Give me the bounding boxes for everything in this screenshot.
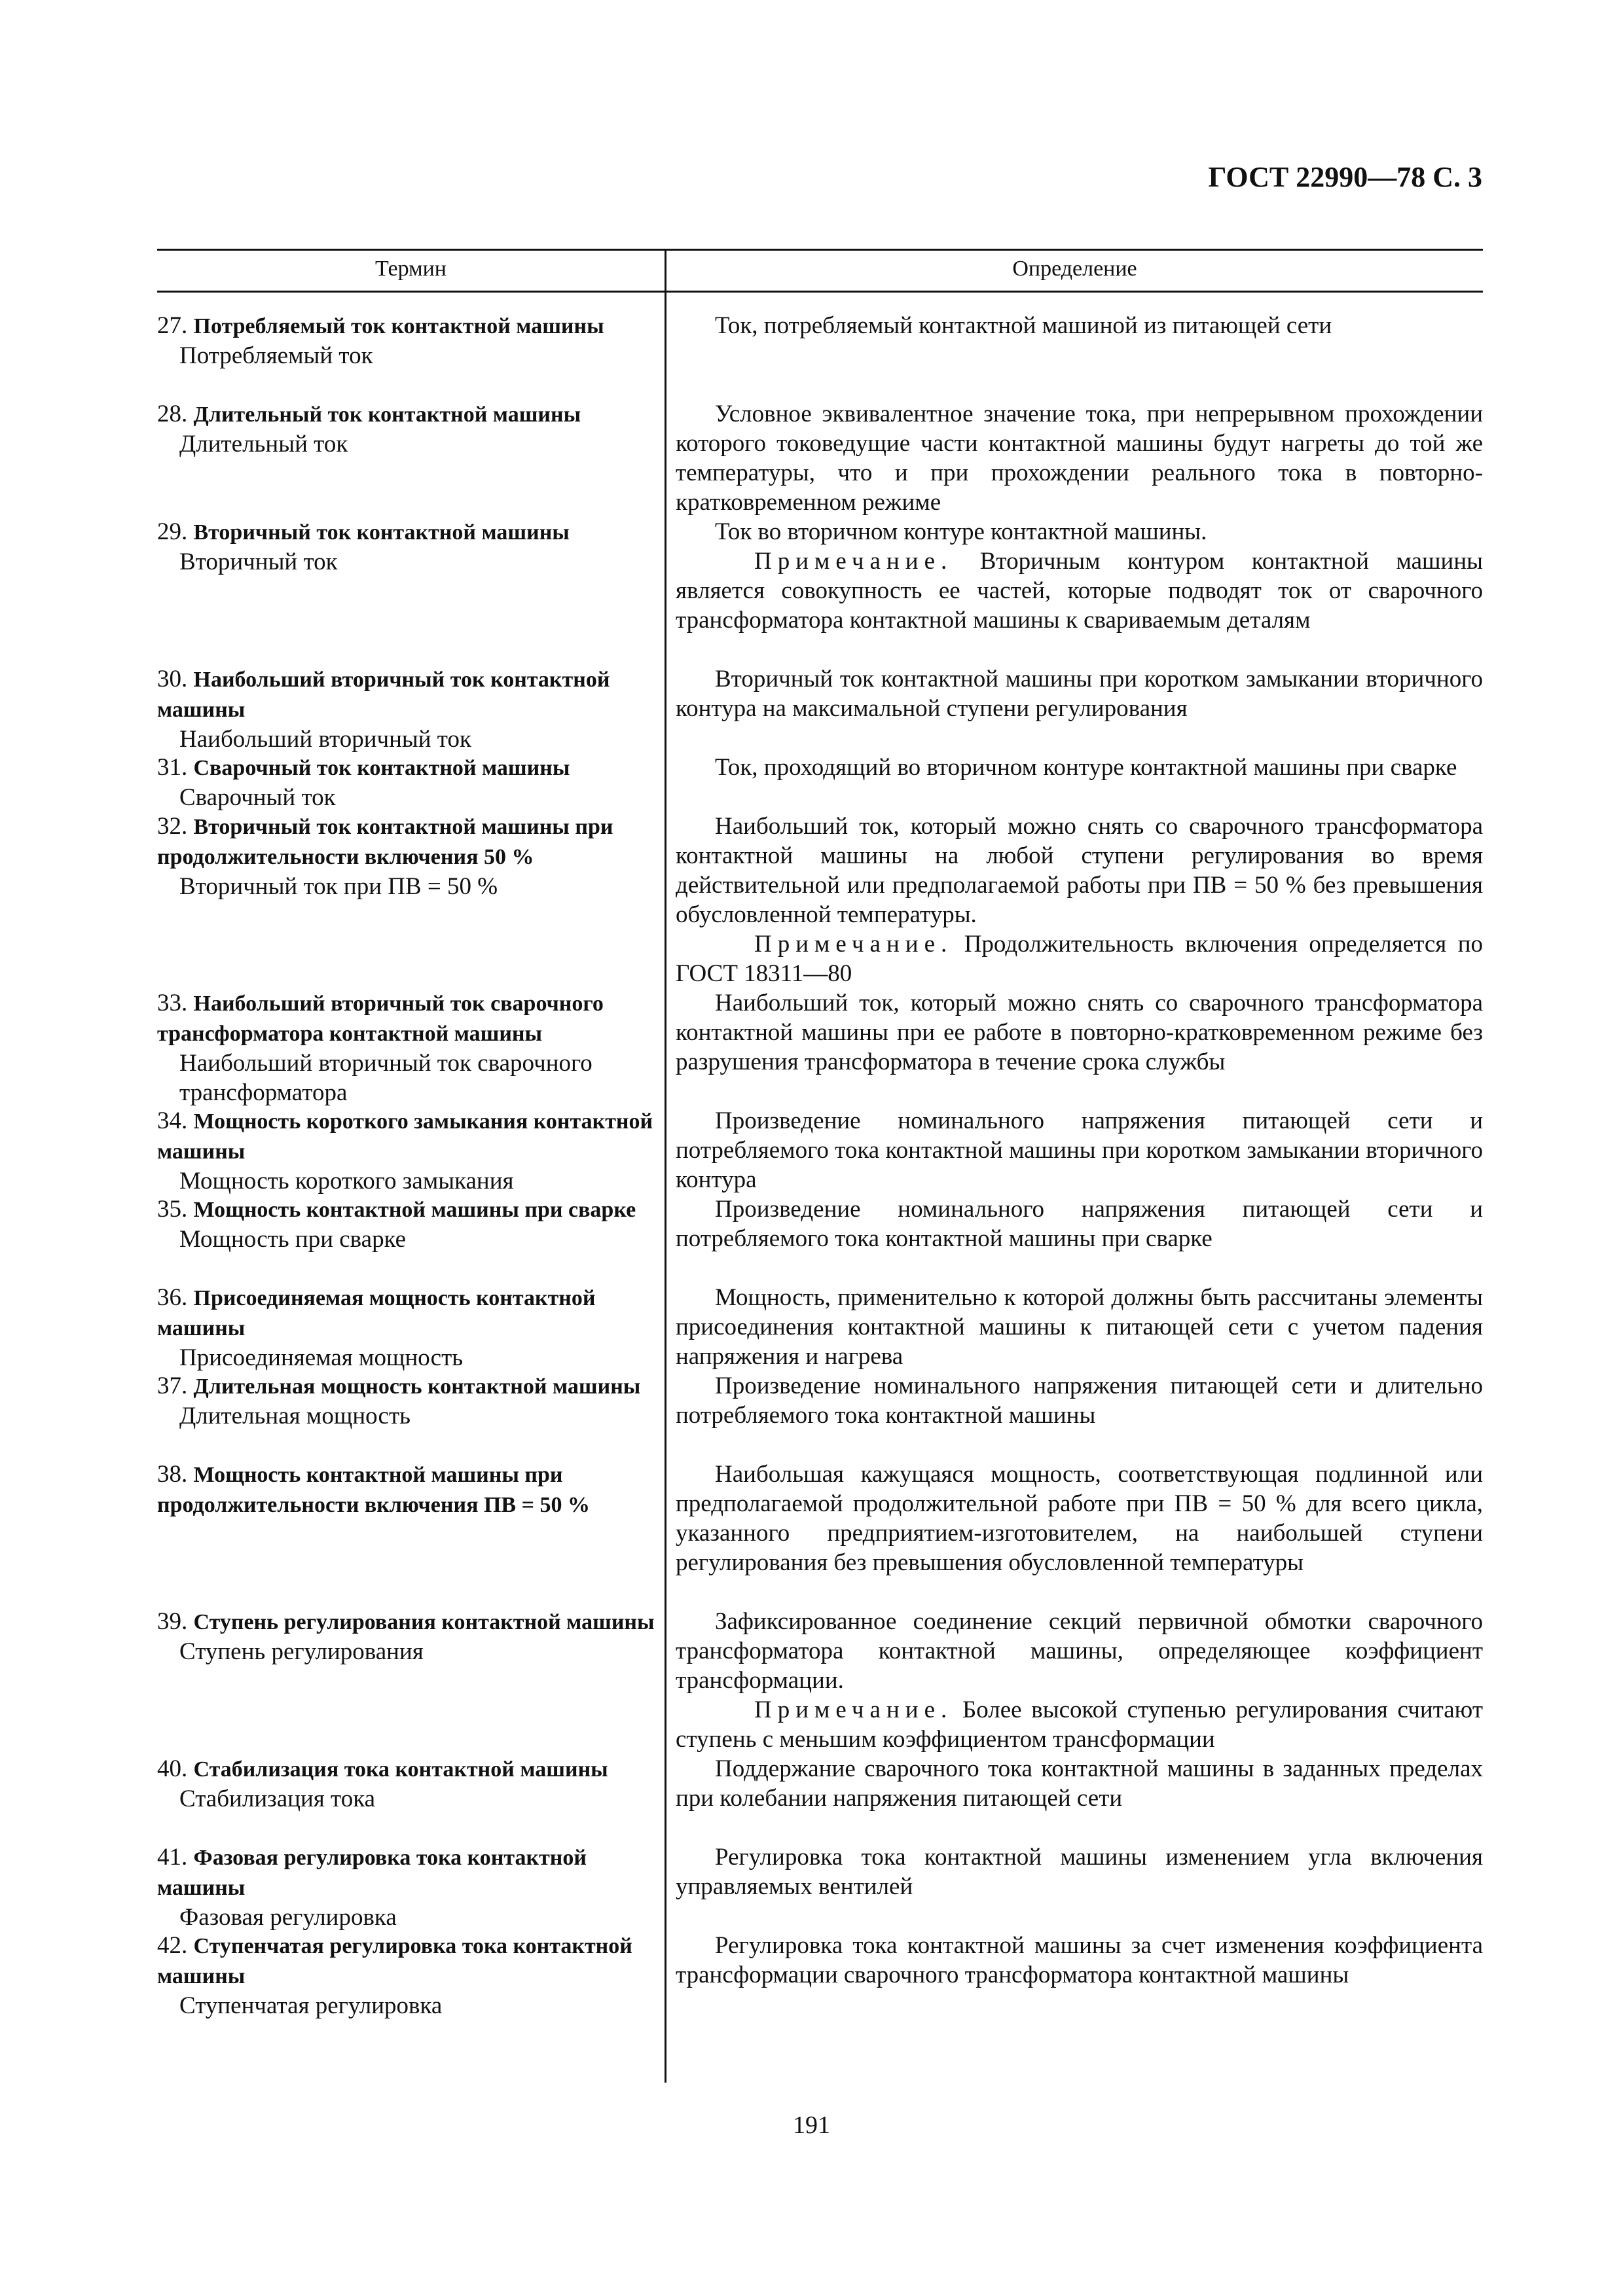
term-short: Стабилизация тока	[179, 1785, 376, 1812]
term-title: Ступенчатая регулировка тока контактной машины	[157, 1934, 632, 1988]
term-cell	[157, 1460, 656, 1520]
term-title: Фазовая регулировка тока контактной машины	[157, 1846, 587, 1900]
term-short: Мощность при сварке	[179, 1226, 407, 1253]
term-cell	[157, 311, 656, 370]
definition-text: Условное эквивалентное значение тока, при непрерывном прохождении которого токоведущие части контактной машины будут нагреты до той же температуры, что и при прохождении реального тока в повторно-кратковременном режиме	[676, 401, 1483, 516]
term-short: Присоединяемая мощность	[179, 1344, 464, 1371]
term-number: 37.	[157, 1372, 188, 1399]
definition-cell	[676, 988, 1483, 1077]
term-short: Ступень регулирования	[179, 1638, 424, 1665]
note-text: Более высокой ступенью регулирования считают ступень с меньшим коэффициентом трансформации	[676, 1696, 1483, 1753]
term-title: Наибольший вторичный ток контактной машины	[157, 668, 610, 722]
definition-text: Произведение номинального напряжения питающей сети и длительно потребляемого тока контактной машины	[676, 1372, 1483, 1429]
term-cell	[157, 1371, 656, 1431]
note-text: Продолжительность включения определяется по ГОСТ 18311—80	[676, 931, 1484, 987]
term-number: 41.	[157, 1844, 188, 1871]
note-label: Примечание.	[754, 931, 953, 958]
term-short: Длительная мощность	[179, 1403, 411, 1429]
definition-note	[676, 1695, 1483, 1754]
term-cell	[157, 1194, 656, 1254]
term-cell	[157, 812, 656, 901]
term-cell	[157, 399, 656, 459]
term-title: Наибольший вторичный ток сварочного трансформатора контактной машины	[157, 992, 604, 1046]
term-short: Мощность короткого замыкания	[179, 1168, 514, 1194]
term-cell	[157, 664, 656, 754]
definition-text: Поддержание сварочного тока контактной машины в заданных пределах при колебании напряжения питающей сети	[676, 1755, 1483, 1812]
term-title: Потребляемый ток контактной машины	[193, 314, 604, 338]
table-top-rule	[157, 249, 1483, 251]
term-number: 42.	[157, 1932, 188, 1959]
definition-cell	[676, 1931, 1483, 1990]
definition-text: Ток во вторичном контуре контактной машины.	[715, 518, 1207, 545]
term-title: Присоединяемая мощность контактной машины	[157, 1286, 596, 1340]
terms-table	[157, 249, 1483, 2083]
definition-cell	[676, 1106, 1483, 1194]
term-short: Наибольший вторичный ток сварочного трансформатора	[179, 1050, 593, 1106]
definition-cell	[676, 1460, 1483, 1577]
note-label: Примечание.	[754, 1696, 953, 1723]
term-number: 30.	[157, 666, 188, 692]
column-header-definition: Определение	[1012, 257, 1137, 281]
term-number: 36.	[157, 1284, 188, 1311]
term-title: Мощность контактной машины при продолжительности включения ПВ = 50 %	[157, 1463, 590, 1517]
definition-cell	[676, 1607, 1483, 1754]
definition-text: Произведение номинального напряжения питающей сети и потребляемого тока контактной машины при коротком замыкании вторичного контура	[676, 1107, 1483, 1193]
definition-text: Наибольшая кажущаяся мощность, соответствующая подлинной или предполагаемой продолжительной работе при ПВ = 50 % для всего цикла, указанного предприятием-изготовителем, на наибольшей ступени регулирования без превышения обусловленной температуры	[676, 1461, 1483, 1576]
definition-cell	[676, 664, 1483, 723]
note-text: Вторичным контуром контактной машины является совокупность ее частей, которые подводят ток от сварочного трансформатора контактной машины к свариваемым деталям	[676, 548, 1483, 634]
term-cell	[157, 1931, 656, 2020]
term-cell	[157, 1607, 656, 1666]
term-number: 33.	[157, 990, 188, 1016]
term-cell	[157, 988, 656, 1107]
term-title: Мощность короткого замыкания контактной машины	[157, 1109, 653, 1164]
definition-text: Наибольший ток, который можно снять со сварочного трансформатора контактной машины при ее работе в повторно-кратковременном режиме без разрушения трансформатора в течение срока службы	[676, 990, 1483, 1075]
definition-text: Мощность, применительно к которой должны быть рассчитаны элементы присоединения контактной машины к питающей сети с учетом падения напряжения и нагрева	[676, 1284, 1483, 1370]
definition-cell	[676, 311, 1483, 340]
term-number: 39.	[157, 1608, 188, 1635]
term-short: Вторичный ток при ПВ = 50 %	[179, 873, 498, 900]
term-title: Ступень регулирования контактной машины	[193, 1610, 655, 1634]
term-cell	[157, 1754, 656, 1814]
term-short: Фазовая регулировка	[179, 1904, 397, 1931]
term-cell	[157, 1842, 656, 1932]
term-short: Длительный ток	[179, 431, 348, 457]
definition-text: Ток, проходящий во вторичном контуре контактной машины при сварке	[715, 754, 1457, 781]
term-short: Потребляемый ток	[179, 342, 373, 369]
term-number: 34.	[157, 1107, 188, 1134]
term-cell	[157, 753, 656, 812]
term-number: 35.	[157, 1196, 188, 1223]
term-number: 28.	[157, 401, 188, 427]
definition-cell	[676, 517, 1483, 635]
term-cell	[157, 1283, 656, 1372]
definition-note	[676, 547, 1483, 635]
term-short: Ступенчатая регулировка	[179, 1992, 443, 2019]
term-cell	[157, 517, 656, 577]
term-number: 31.	[157, 754, 188, 781]
note-label: Примечание.	[754, 548, 953, 575]
definition-cell	[676, 1194, 1483, 1253]
term-number: 27.	[157, 312, 188, 339]
definition-text: Вторичный ток контактной машины при коротком замыкании вторичного контура на максимальной ступени регулирования	[676, 666, 1483, 722]
term-title: Вторичный ток контактной машины	[193, 520, 570, 545]
term-short: Вторичный ток	[179, 548, 338, 575]
definition-text: Произведение номинального напряжения питающей сети и потребляемого тока контактной машины при сварке	[676, 1196, 1483, 1252]
definition-cell	[676, 1283, 1483, 1371]
term-title: Сварочный ток контактной машины	[193, 756, 570, 780]
term-number: 32.	[157, 813, 188, 840]
definition-text: Ток, потребляемый контактной машиной из питающей сети	[715, 312, 1332, 339]
term-cell	[157, 1106, 656, 1196]
table-header-rule	[157, 291, 1483, 293]
term-short: Сварочный ток	[179, 784, 336, 811]
definition-text: Зафиксированное соединение секций первичной обмотки сварочного трансформатора контактной машины, определяющее коэффициент трансформации.	[676, 1608, 1483, 1694]
term-short: Наибольший вторичный ток	[179, 726, 471, 753]
term-title: Стабилизация тока контактной машины	[193, 1757, 608, 1782]
page-header: ГОСТ 22990—78 С. 3	[1208, 161, 1482, 193]
definition-cell	[676, 1754, 1483, 1813]
definition-note	[676, 929, 1483, 988]
definition-cell	[676, 1842, 1483, 1901]
definition-cell	[676, 753, 1483, 782]
term-title: Мощность контактной машины при сварке	[193, 1198, 636, 1222]
definition-cell	[676, 1371, 1483, 1430]
column-header-term: Термин	[375, 257, 447, 281]
definition-cell	[676, 399, 1483, 517]
definition-cell	[676, 812, 1483, 988]
definition-text: Регулировка тока контактной машины изменением угла включения управляемых вентилей	[676, 1844, 1483, 1900]
term-title: Вторичный ток контактной машины при продолжительности включения 50 %	[157, 815, 613, 869]
term-number: 38.	[157, 1461, 188, 1488]
table-column-divider	[665, 249, 666, 2083]
term-title: Длительная мощность контактной машины	[193, 1374, 641, 1399]
term-number: 40.	[157, 1755, 188, 1782]
term-title: Длительный ток контактной машины	[193, 403, 581, 427]
definition-text: Наибольший ток, который можно снять со сварочного трансформатора контактной машины на любой ступени регулирования во время действительной или предполагаемой работы при ПВ = 50 % без превышения обусловленной температуры.	[676, 813, 1483, 928]
definition-text: Регулировка тока контактной машины за счет изменения коэффициента трансформации сварочного трансформатора контактной машины	[676, 1932, 1483, 1988]
term-number: 29.	[157, 518, 188, 545]
page-number: 191	[793, 2111, 830, 2139]
